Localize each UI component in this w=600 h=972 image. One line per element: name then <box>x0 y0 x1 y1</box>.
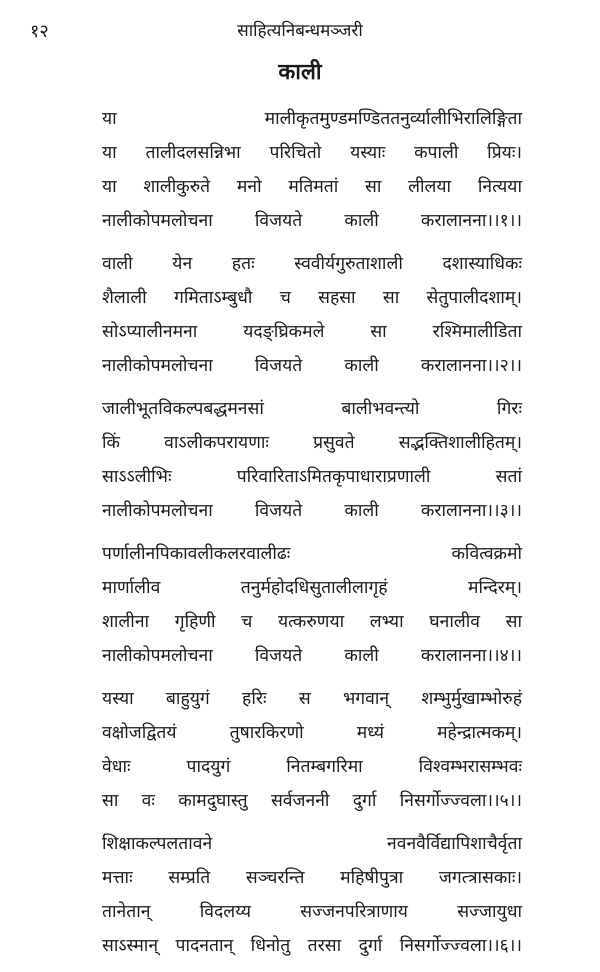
verse-4 <box>102 537 522 673</box>
verse-line: जालीभूतविकल्पबद्धमनसां बालीभवन्त्यो गिरः <box>102 399 522 419</box>
verse-line: या तालीदलसन्निभा परिचितो यस्याः कपाली प्रियः। <box>102 143 522 163</box>
verse-line: सा वः कामदुघास्तु सर्वजननी दुर्गा निसर्गोज्ज्वला।।५।। <box>102 791 522 811</box>
verse-line: वाली येन हतः स्ववीर्यगुरुताशाली दशास्याधिकः <box>102 254 522 274</box>
verse-line: शैलाली गमिताऽम्बुधौ च सहसा सा सेतुपालीदशाम्। <box>102 288 522 308</box>
verse-line: नालीकोपमलोचना विजयते काली करालानना।।३।। <box>102 501 522 521</box>
verse-line: वक्षोजद्वितयं तुषारकिरणो मध्यं महेन्द्रात्मकम्। <box>102 723 522 743</box>
verse-line: नालीकोपमलोचना विजयते काली करालानना।।२।। <box>102 356 522 376</box>
verse-6 <box>102 827 522 963</box>
poem-title: काली <box>278 60 322 85</box>
verse-line: किं वाऽलीकपरायणाः प्रसुवते सद्भक्तिशालीहितम्। <box>102 433 522 453</box>
running-head: साहित्यनिबन्धमञ्जरी <box>237 21 363 41</box>
verse-line: शालीना गृहिणी च यत्करुणया लभ्या घनालीव सा <box>102 612 522 632</box>
verse-line: या मालीकृतमुण्डमण्डिततनुर्व्यालीभिरालिङ्गिता <box>102 109 522 129</box>
verse-line: शिक्षाकल्पलतावने नवनवैर्विद्यापिशाचैर्वृता <box>102 834 522 854</box>
verse-line: मार्णालीव तनुर्महोदधिसुतालीलागृहं मन्दिरम्। <box>102 578 522 598</box>
verse-line: पर्णालीनपिकावलीकलरवालीढः कवित्वक्रमो <box>102 544 522 564</box>
verse-line: साऽस्मान् पादनतान् धिनोतु तरसा दुर्गा निसर्गोज्ज्वला।।६।। <box>102 936 522 956</box>
verse-3 <box>102 392 522 528</box>
verse-line: वेधाः पादयुगं नितम्बगरिमा विश्वम्भरासम्भवः <box>102 757 522 777</box>
verse-line: तानेतान् विदलय्य सज्जनपरित्राणाय सज्जायुधा <box>102 902 522 922</box>
verse-line: यस्या बाहुयुगं हरिः स भगवान् शम्भुर्मुखाम्भोरुहं <box>102 689 522 709</box>
verse-5 <box>102 682 522 818</box>
page-number: १२ <box>30 21 49 42</box>
verse-line: सोऽप्यालीनमना यदङ्घ्रिकमले सा रश्मिमालीडिता <box>102 322 522 342</box>
verse-line: नालीकोपमलोचना विजयते काली करालानना।।१।। <box>102 211 522 231</box>
verse-2 <box>102 247 522 383</box>
verse-line: साऽऽलीभिः परिवारिताऽमितकृपाधाराप्रणाली सतां <box>102 467 522 487</box>
verses <box>102 102 522 972</box>
verse-line: मत्ताः सम्प्रति सञ्चरन्ति महिषीपुत्रा जगत्त्रासकाः। <box>102 868 522 888</box>
verse-line: नालीकोपमलोचना विजयते काली करालानना।।४।। <box>102 646 522 666</box>
verse-1 <box>102 102 522 238</box>
verse-line: या शालीकुरुते मनो मतिमतां सा लीलया नित्यया <box>102 177 522 197</box>
